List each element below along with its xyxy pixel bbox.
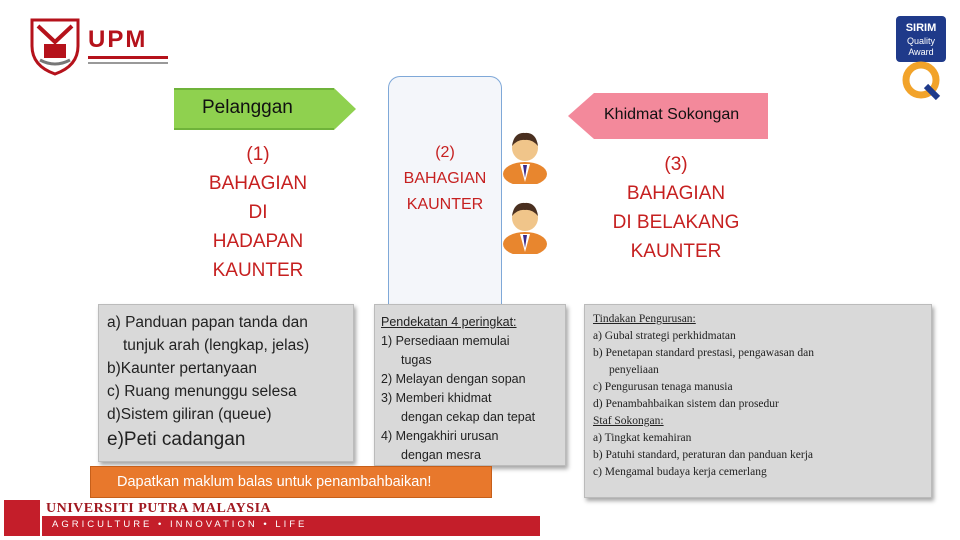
sirim-award-text: Award xyxy=(908,47,934,57)
list-item: b)Kaunter pertanyaan xyxy=(107,360,257,377)
list-item: tunjuk arah (lengkap, jelas) xyxy=(123,337,310,354)
list-item: d)Sistem giliran (queue) xyxy=(107,406,272,423)
box-heading: Tindakan Pengurusan: xyxy=(593,313,696,325)
upm-underline xyxy=(88,56,168,59)
footer-tagline: AGRICULTURE • INNOVATION • LIFE xyxy=(52,519,308,530)
front-counter-box xyxy=(98,304,354,462)
section-3-title: (3) BAHAGIAN DI BELAKANG KAUNTER xyxy=(612,154,740,262)
list-item: penyeliaan xyxy=(609,364,659,376)
section-2-title: (2) BAHAGIAN KAUNTER xyxy=(403,144,487,213)
upm-wordmark: UPM xyxy=(88,26,148,53)
list-item: 2) Melayan dengan sopan xyxy=(381,372,526,386)
list-item: 4) Mengakhiri urusan xyxy=(381,429,499,443)
pelanggan-arrow xyxy=(174,88,358,130)
upm-shield-icon xyxy=(28,16,82,76)
khidmat-sokongan-arrow xyxy=(568,93,768,139)
khidmat-sokongan-label: Khidmat Sokongan xyxy=(604,106,740,123)
list-item: a) Panduan papan tanda dan xyxy=(107,314,308,331)
staff-person-icon xyxy=(502,200,548,254)
staff-person-icon xyxy=(502,130,548,184)
feedback-banner-text: Dapatkan maklum balas untuk penambahbaikan! xyxy=(117,474,432,490)
footer-title: UNIVERSITI PUTRA MALAYSIA xyxy=(46,501,272,516)
feedback-banner xyxy=(90,466,492,498)
sirim-quality-award-logo xyxy=(896,16,946,100)
section-1-title: (1) BAHAGIAN DI HADAPAN KAUNTER xyxy=(208,144,308,281)
box-heading: Staf Sokongan: xyxy=(593,415,664,427)
list-item: dengan mesra xyxy=(401,448,481,462)
list-item: 3) Memberi khidmat xyxy=(381,391,492,405)
footer xyxy=(0,498,540,538)
list-item: c) Pengurusan tenaga manusia xyxy=(593,381,733,393)
upm-logo xyxy=(28,16,168,78)
sirim-quality-text: Quality xyxy=(906,36,936,46)
list-item: b) Penetapan standard prestasi, pengawasan dan xyxy=(593,347,814,359)
list-item: 1) Persediaan memulai xyxy=(381,334,510,348)
list-item: c) Mengamal budaya kerja cemerlang xyxy=(593,466,767,478)
box-heading: Pendekatan 4 peringkat: xyxy=(381,315,517,329)
list-item: d) Penambahbaikan sistem dan prosedur xyxy=(593,398,779,410)
pelanggan-label: Pelanggan xyxy=(202,97,293,118)
sirim-text: SIRIM xyxy=(905,22,937,34)
list-item: a) Gubal strategi perkhidmatan xyxy=(593,330,736,342)
list-item: e)Peti cadangan xyxy=(107,429,246,450)
list-item: a) Tingkat kemahiran xyxy=(593,432,692,444)
list-item: dengan cekap dan tepat xyxy=(401,410,536,424)
list-item: c) Ruang menunggu selesa xyxy=(107,383,297,400)
upm-underline-grey xyxy=(88,62,168,64)
list-item: b) Patuhi standard, peraturan dan panduan kerja xyxy=(593,449,814,461)
back-counter-box xyxy=(584,304,932,498)
footer-crest-icon xyxy=(4,500,40,536)
list-item: tugas xyxy=(401,353,432,367)
counter-approach-box xyxy=(374,304,566,466)
